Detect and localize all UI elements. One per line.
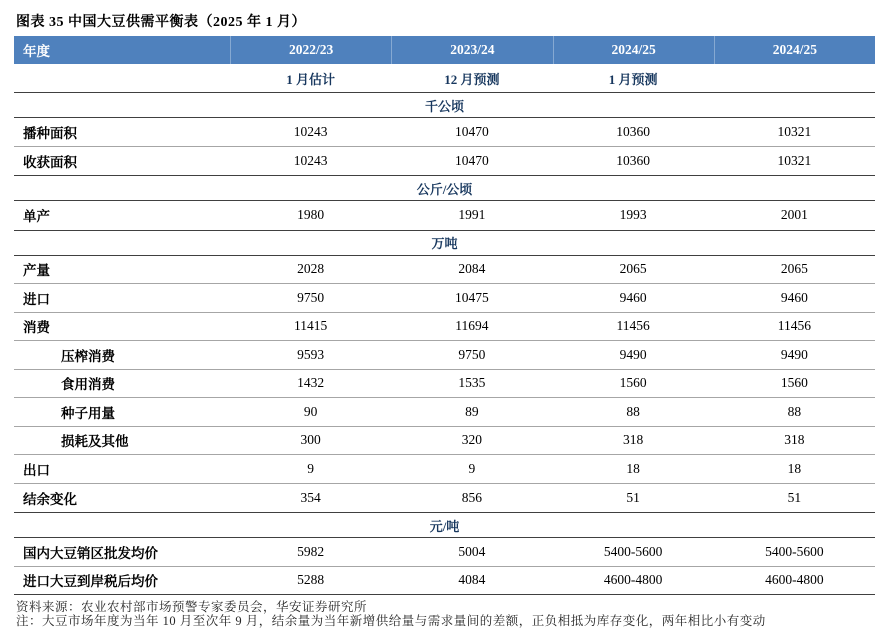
section-unit-row: 公斤/公顷 <box>14 175 875 201</box>
cell-value: 11694 <box>455 318 489 334</box>
cell-value: 1560 <box>619 375 647 391</box>
table-row <box>14 313 875 342</box>
row-label: 出口 <box>23 462 50 478</box>
section-unit-row: 千公顷 <box>14 92 875 118</box>
cell-value: 5400-5600 <box>765 543 824 559</box>
cell-value: 10475 <box>455 289 489 305</box>
cell-value: 4084 <box>458 572 486 588</box>
cell-value: 88 <box>626 403 640 419</box>
cell-value: 300 <box>300 432 321 448</box>
cell-value: 5982 <box>297 543 325 559</box>
cell-value: 51 <box>626 489 640 505</box>
table-subheader-row <box>14 64 875 92</box>
cell-value: 1535 <box>458 375 486 391</box>
cell-value: 1993 <box>619 207 647 223</box>
cell-value: 11415 <box>294 318 328 334</box>
cell-value: 1980 <box>297 207 325 223</box>
cell-value: 2084 <box>458 261 486 277</box>
subheader-col-1: 12 月预测 <box>444 71 500 87</box>
cell-value: 10360 <box>616 123 650 139</box>
header-col-3: 2024/25 <box>714 36 875 64</box>
cell-value: 9490 <box>619 346 647 362</box>
note-text: 注：大豆市场年度为当年 10 月至次年 9 月，结余量为当年新增供给量与需求量间的差额，正负相抵为库存变化，两年相比小有变动 <box>16 614 766 628</box>
section-unit-row: 元/吨 <box>14 512 875 538</box>
row-label: 产量 <box>23 263 50 279</box>
table-row <box>14 398 875 427</box>
table-row <box>14 341 875 370</box>
row-label: 结余变化 <box>23 491 77 507</box>
cell-value: 10360 <box>616 152 650 168</box>
subheader-col-2: 1 月预测 <box>608 71 658 87</box>
cell-value: 9750 <box>458 346 486 362</box>
cell-value: 856 <box>461 489 482 505</box>
table-row <box>14 201 875 230</box>
row-label: 播种面积 <box>23 125 77 141</box>
cell-value: 2065 <box>780 261 808 277</box>
cell-value: 9 <box>468 460 476 476</box>
row-label: 国内大豆销区批发均价 <box>23 545 158 561</box>
table-row <box>14 484 875 513</box>
cell-value: 10470 <box>455 152 489 168</box>
source-text: 资料来源：农业农村部市场预警专家委员会，华安证券研究所 <box>16 600 368 614</box>
table-row <box>14 118 875 147</box>
cell-value: 2001 <box>780 207 808 223</box>
header-col-0: 2022/23 <box>230 36 391 64</box>
cell-value: 11456 <box>777 318 811 334</box>
row-label: 消费 <box>23 320 50 336</box>
cell-value: 5400-5600 <box>603 543 663 559</box>
cell-value: 10321 <box>777 152 812 168</box>
table-row <box>14 567 875 596</box>
row-label: 进口大豆到岸税后均价 <box>23 574 158 590</box>
table-row <box>14 427 875 456</box>
table-row <box>14 538 875 567</box>
cell-value: 51 <box>787 489 802 505</box>
cell-value: 90 <box>303 403 318 419</box>
cell-value: 318 <box>784 432 805 448</box>
cell-value: 9490 <box>780 346 808 362</box>
cell-value: 4600-4800 <box>603 572 663 588</box>
supply-demand-table <box>14 36 875 595</box>
subheader-col-0: 1 月估计 <box>286 71 335 87</box>
table-row <box>14 147 875 176</box>
cell-value: 1560 <box>780 375 808 391</box>
cell-value: 9750 <box>297 289 325 305</box>
row-label: 压榨消费 <box>61 348 115 364</box>
row-label: 损耗及其他 <box>61 434 129 450</box>
row-label: 食用消费 <box>61 377 115 393</box>
cell-value: 10470 <box>455 123 489 139</box>
cell-value: 18 <box>787 460 802 476</box>
cell-value: 5004 <box>458 543 486 559</box>
cell-value: 9460 <box>780 289 808 305</box>
cell-value: 1991 <box>458 207 486 223</box>
table-row <box>14 370 875 399</box>
cell-value: 9 <box>307 460 314 476</box>
table-header-row <box>14 36 875 64</box>
cell-value: 320 <box>461 432 482 448</box>
header-year-label: 年度 <box>23 44 50 59</box>
cell-value: 5288 <box>297 572 325 588</box>
header-col-2: 2024/25 <box>553 36 714 64</box>
page-title: 图表 35 中国大豆供需平衡表（2025 年 1 月） <box>16 15 306 30</box>
cell-value: 18 <box>626 460 640 476</box>
cell-value: 10321 <box>777 123 812 139</box>
row-label: 单产 <box>23 209 50 225</box>
cell-value: 2028 <box>297 261 325 277</box>
table-row <box>14 256 875 285</box>
header-col-1: 2023/24 <box>391 36 552 64</box>
table-body <box>14 92 875 595</box>
cell-value: 10243 <box>293 123 328 139</box>
cell-value: 11456 <box>616 318 650 334</box>
row-label: 进口 <box>23 291 50 307</box>
row-label: 种子用量 <box>61 405 115 421</box>
cell-value: 4600-4800 <box>765 572 824 588</box>
cell-value: 89 <box>465 403 479 419</box>
cell-value: 10243 <box>293 152 328 168</box>
cell-value: 2065 <box>619 261 647 277</box>
section-unit-row: 万吨 <box>14 230 875 256</box>
cell-value: 9593 <box>297 346 325 362</box>
cell-value: 88 <box>787 403 802 419</box>
cell-value: 1432 <box>297 375 325 391</box>
table-row <box>14 455 875 484</box>
cell-value: 9460 <box>619 289 647 305</box>
table-row <box>14 284 875 313</box>
row-label: 收获面积 <box>23 154 77 170</box>
cell-value: 354 <box>300 489 321 505</box>
cell-value: 318 <box>623 432 644 448</box>
